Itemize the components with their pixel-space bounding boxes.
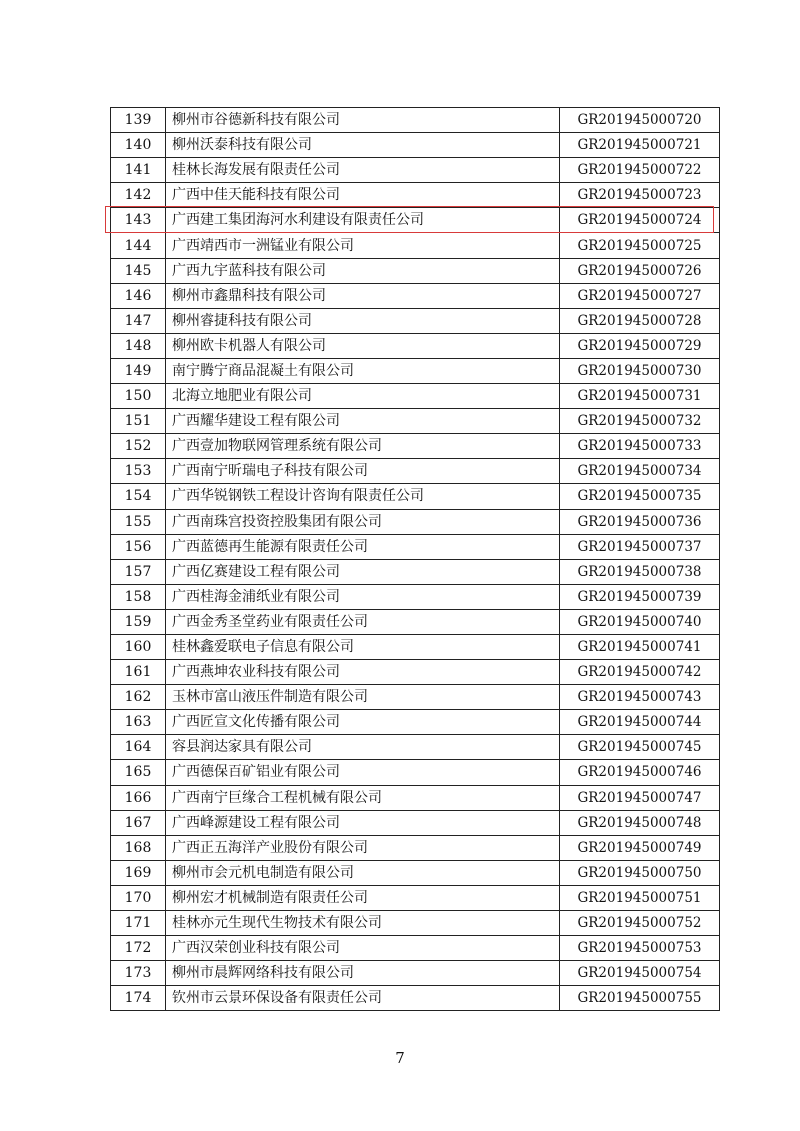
certificate-code-cell: GR201945000732 (560, 409, 720, 434)
certificate-code-cell: GR201945000736 (560, 509, 720, 534)
certificate-code-cell: GR201945000731 (560, 384, 720, 409)
certificate-code-cell: GR201945000741 (560, 634, 720, 659)
table-row (111, 509, 720, 534)
row-number-cell: 162 (111, 685, 166, 710)
row-number-cell: 147 (111, 308, 166, 333)
company-name-cell: 钦州市云景环保设备有限责任公司 (166, 986, 560, 1011)
company-name-cell: 广西中佳天能科技有限公司 (166, 183, 560, 208)
certificate-code-cell: GR201945000740 (560, 609, 720, 634)
row-number-cell: 160 (111, 634, 166, 659)
table-row (111, 584, 720, 609)
certificate-code-cell: GR201945000750 (560, 860, 720, 885)
table-row (111, 810, 720, 835)
certificate-code-cell: GR201945000734 (560, 459, 720, 484)
row-number-cell: 168 (111, 835, 166, 860)
company-name-cell: 广西壹加物联网管理系统有限公司 (166, 434, 560, 459)
company-name-cell: 柳州沃泰科技有限公司 (166, 133, 560, 158)
certificate-code-cell: GR201945000743 (560, 685, 720, 710)
row-number-cell: 165 (111, 760, 166, 785)
table-row (111, 710, 720, 735)
row-number-cell: 141 (111, 158, 166, 183)
company-name-cell: 广西靖西市一洲锰业有限公司 (166, 233, 560, 258)
company-name-cell: 广西华锐钢铁工程设计咨询有限责任公司 (166, 484, 560, 509)
row-number-cell: 172 (111, 936, 166, 961)
table-body (111, 108, 720, 1011)
certificate-code-cell: GR201945000749 (560, 835, 720, 860)
company-name-cell: 广西汉荣创业科技有限公司 (166, 936, 560, 961)
company-name-cell: 桂林长海发展有限责任公司 (166, 158, 560, 183)
company-name-cell: 广西南宁巨缘合工程机械有限公司 (166, 785, 560, 810)
company-name-cell: 广西金秀圣堂药业有限责任公司 (166, 609, 560, 634)
row-number-cell: 154 (111, 484, 166, 509)
table-row (111, 785, 720, 810)
certificate-code-cell: GR201945000742 (560, 660, 720, 685)
company-name-cell: 广西南珠宫投资控股集团有限公司 (166, 509, 560, 534)
table-row (111, 961, 720, 986)
certificate-code-cell: GR201945000748 (560, 810, 720, 835)
certificate-code-cell: GR201945000723 (560, 183, 720, 208)
certificate-code-cell: GR201945000751 (560, 885, 720, 910)
table-row (111, 434, 720, 459)
company-registry-table (110, 107, 720, 1011)
row-number-cell: 169 (111, 860, 166, 885)
row-number-cell: 150 (111, 384, 166, 409)
table-row (111, 183, 720, 208)
company-name-cell: 广西亿赛建设工程有限公司 (166, 559, 560, 584)
certificate-code-cell: GR201945000728 (560, 308, 720, 333)
certificate-code-cell: GR201945000735 (560, 484, 720, 509)
row-number-cell: 146 (111, 283, 166, 308)
row-number-cell: 145 (111, 258, 166, 283)
company-name-cell: 广西正五海洋产业股份有限公司 (166, 835, 560, 860)
table-row (111, 685, 720, 710)
company-name-cell: 柳州宏才机械制造有限责任公司 (166, 885, 560, 910)
certificate-code-cell: GR201945000747 (560, 785, 720, 810)
company-name-cell: 桂林亦元生现代生物技术有限公司 (166, 911, 560, 936)
certificate-code-cell: GR201945000722 (560, 158, 720, 183)
row-number-cell: 174 (111, 986, 166, 1011)
company-name-cell: 玉林市富山液压件制造有限公司 (166, 685, 560, 710)
company-name-cell: 广西德保百矿铝业有限公司 (166, 760, 560, 785)
table-row (111, 333, 720, 358)
table-row (111, 885, 720, 910)
row-number-cell: 166 (111, 785, 166, 810)
company-name-cell: 南宁腾宁商品混凝土有限公司 (166, 358, 560, 383)
certificate-code-cell: GR201945000744 (560, 710, 720, 735)
table-row (111, 258, 720, 283)
company-name-cell: 柳州市谷德新科技有限公司 (166, 108, 560, 133)
row-number-cell: 157 (111, 559, 166, 584)
certificate-code-cell: GR201945000725 (560, 233, 720, 258)
company-name-cell: 广西南宁昕瑞电子科技有限公司 (166, 459, 560, 484)
table-row (111, 860, 720, 885)
company-name-cell: 广西燕坤农业科技有限公司 (166, 660, 560, 685)
table-row (111, 308, 720, 333)
row-number-cell: 153 (111, 459, 166, 484)
certificate-code-cell: GR201945000726 (560, 258, 720, 283)
row-number-cell: 171 (111, 911, 166, 936)
company-name-cell: 广西耀华建设工程有限公司 (166, 409, 560, 434)
certificate-code-cell: GR201945000730 (560, 358, 720, 383)
company-name-cell: 柳州睿捷科技有限公司 (166, 308, 560, 333)
table-row (111, 108, 720, 133)
table-row (111, 484, 720, 509)
row-number-cell: 155 (111, 509, 166, 534)
certificate-code-cell: GR201945000746 (560, 760, 720, 785)
row-number-cell: 140 (111, 133, 166, 158)
table-row (111, 358, 720, 383)
company-name-cell: 柳州市会元机电制造有限公司 (166, 860, 560, 885)
table-row (111, 660, 720, 685)
table-row (111, 760, 720, 785)
row-number-cell: 164 (111, 735, 166, 760)
company-name-cell: 柳州市晨辉网络科技有限公司 (166, 961, 560, 986)
table-row (111, 283, 720, 308)
table-row (111, 534, 720, 559)
table-row (111, 133, 720, 158)
table-row (111, 233, 720, 258)
table-row (111, 208, 720, 233)
row-number-cell: 139 (111, 108, 166, 133)
company-name-cell: 广西匠宣文化传播有限公司 (166, 710, 560, 735)
row-number-cell: 158 (111, 584, 166, 609)
certificate-code-cell: GR201945000737 (560, 534, 720, 559)
table-row (111, 936, 720, 961)
certificate-code-cell: GR201945000754 (560, 961, 720, 986)
certificate-code-cell: GR201945000755 (560, 986, 720, 1011)
row-number-cell: 143 (111, 208, 166, 233)
row-number-cell: 144 (111, 233, 166, 258)
certificate-code-cell: GR201945000738 (560, 559, 720, 584)
row-number-cell: 142 (111, 183, 166, 208)
row-number-cell: 167 (111, 810, 166, 835)
row-number-cell: 148 (111, 333, 166, 358)
table-row (111, 634, 720, 659)
table-row (111, 986, 720, 1011)
certificate-code-cell: GR201945000721 (560, 133, 720, 158)
company-name-cell: 柳州欧卡机器人有限公司 (166, 333, 560, 358)
row-number-cell: 163 (111, 710, 166, 735)
row-number-cell: 156 (111, 534, 166, 559)
page-number: 7 (395, 1049, 405, 1067)
certificate-code-cell: GR201945000733 (560, 434, 720, 459)
company-name-cell: 广西建工集团海河水利建设有限责任公司 (166, 208, 560, 233)
row-number-cell: 159 (111, 609, 166, 634)
table-row (111, 835, 720, 860)
table-row (111, 911, 720, 936)
company-name-cell: 广西蓝德再生能源有限责任公司 (166, 534, 560, 559)
certificate-code-cell: GR201945000727 (560, 283, 720, 308)
company-name-cell: 柳州市鑫鼎科技有限公司 (166, 283, 560, 308)
row-number-cell: 152 (111, 434, 166, 459)
certificate-code-cell: GR201945000739 (560, 584, 720, 609)
certificate-code-cell: GR201945000752 (560, 911, 720, 936)
certificate-code-cell: GR201945000753 (560, 936, 720, 961)
company-name-cell: 北海立地肥业有限公司 (166, 384, 560, 409)
table-row (111, 735, 720, 760)
row-number-cell: 151 (111, 409, 166, 434)
row-number-cell: 149 (111, 358, 166, 383)
company-name-cell: 桂林鑫爱联电子信息有限公司 (166, 634, 560, 659)
company-name-cell: 广西九宇蓝科技有限公司 (166, 258, 560, 283)
table-row (111, 459, 720, 484)
row-number-cell: 170 (111, 885, 166, 910)
certificate-code-cell: GR201945000729 (560, 333, 720, 358)
company-name-cell: 广西峰源建设工程有限公司 (166, 810, 560, 835)
table-row (111, 409, 720, 434)
certificate-code-cell: GR201945000745 (560, 735, 720, 760)
company-name-cell: 容县润达家具有限公司 (166, 735, 560, 760)
row-number-cell: 161 (111, 660, 166, 685)
table-row (111, 609, 720, 634)
table-row (111, 559, 720, 584)
company-name-cell: 广西桂海金浦纸业有限公司 (166, 584, 560, 609)
row-number-cell: 173 (111, 961, 166, 986)
table-row (111, 158, 720, 183)
table-row (111, 384, 720, 409)
certificate-code-cell: GR201945000724 (560, 208, 720, 233)
certificate-code-cell: GR201945000720 (560, 108, 720, 133)
